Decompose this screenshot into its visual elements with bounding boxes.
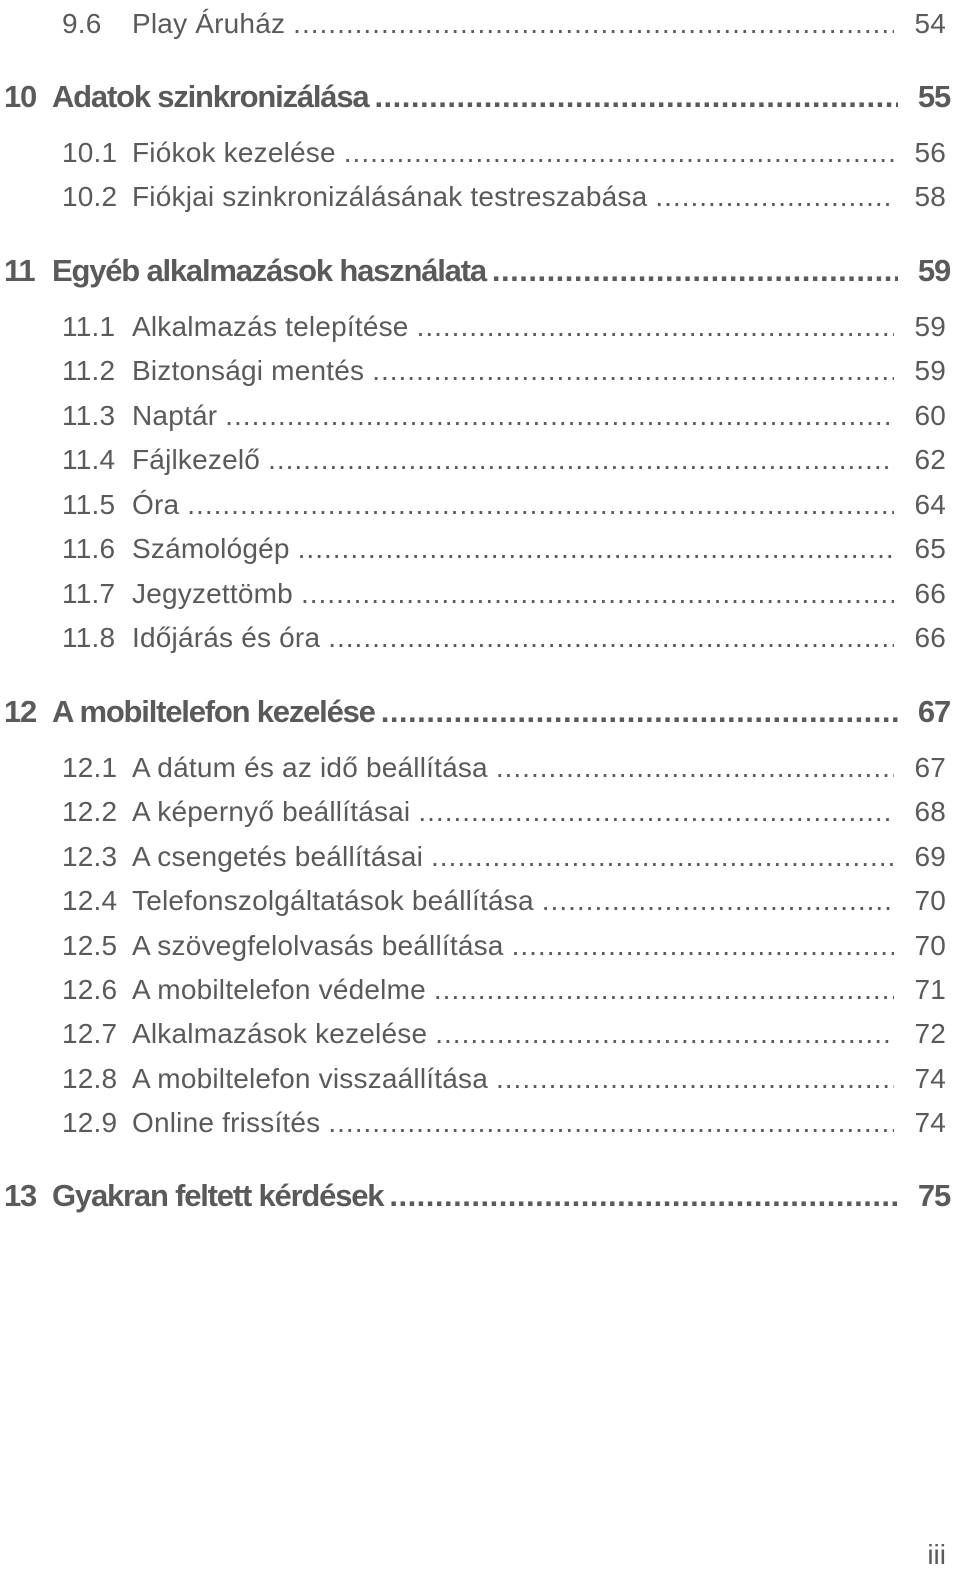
toc-entry-page: 74	[914, 1107, 946, 1138]
toc-entry-number: 12.1	[62, 752, 118, 783]
toc-entry-page: 62	[914, 444, 946, 475]
toc-chapter[interactable]	[0, 79, 960, 115]
toc-entry[interactable]	[0, 400, 960, 432]
toc-entry[interactable]	[0, 533, 960, 565]
dot-leader	[496, 1063, 894, 1095]
dot-leader	[417, 311, 894, 343]
toc-entry-title: A dátum és az idő beállítása	[132, 752, 488, 783]
toc-entry-page: 70	[914, 930, 946, 961]
toc-entry-page: 64	[914, 489, 946, 520]
toc-entry-number: 12.8	[62, 1063, 118, 1094]
dot-leader	[434, 974, 894, 1006]
toc-entry[interactable]	[0, 1018, 960, 1050]
toc-entry-page: 59	[914, 355, 946, 386]
toc-entry-page: 58	[914, 181, 946, 212]
toc-entry-page: 74	[914, 1063, 946, 1094]
toc-entry[interactable]	[0, 1063, 960, 1095]
toc-entry[interactable]	[0, 181, 960, 213]
dot-leader	[496, 752, 894, 784]
toc-entry[interactable]	[0, 311, 960, 343]
dot-leader	[298, 533, 894, 565]
toc-entry-number: 12.2	[62, 796, 118, 827]
toc-entry[interactable]	[0, 974, 960, 1006]
dot-leader	[374, 79, 898, 115]
toc-entry-title: Fiókjai szinkronizálásának testreszabása	[132, 181, 648, 212]
dot-leader	[435, 1018, 894, 1050]
dot-leader	[542, 885, 894, 917]
toc-entry-number: 12.7	[62, 1018, 118, 1049]
toc-entry-page: 56	[914, 137, 946, 168]
toc-chapter-title: Adatok szinkronizálása	[52, 79, 369, 114]
toc-chapter-number: 11	[4, 253, 35, 288]
toc-entry-number: 12.9	[62, 1107, 118, 1138]
dot-leader	[431, 841, 894, 873]
toc-chapter-title: Egyéb alkalmazások használata	[52, 253, 486, 288]
toc-entry-title: A csengetés beállításai	[132, 841, 424, 872]
toc-entry-page: 60	[914, 400, 946, 431]
toc-entry-number: 12.3	[62, 841, 118, 872]
toc-entry-title: Online frissítés	[132, 1107, 321, 1138]
toc-entry-page: 66	[914, 578, 946, 609]
toc-entry-title: Számológép	[132, 533, 290, 564]
toc-entry-title: Play Áruház	[132, 8, 286, 39]
toc-entry-number: 11.2	[62, 355, 116, 386]
toc-entry-number: 11.4	[62, 444, 116, 475]
toc-entry-title: Alkalmazások kezelése	[132, 1018, 428, 1049]
toc-chapter-number: 13	[4, 1178, 37, 1213]
dot-leader	[344, 137, 894, 169]
toc-chapter-title: A mobiltelefon kezelése	[52, 694, 375, 729]
toc-entry[interactable]	[0, 752, 960, 784]
toc-entry-number: 11.3	[62, 400, 116, 431]
toc-entry-title: Fiókok kezelése	[132, 137, 336, 168]
toc-chapter-page: 75	[917, 1178, 950, 1213]
toc-entry[interactable]	[0, 841, 960, 873]
dot-leader	[293, 8, 894, 40]
toc-entry-number: 12.4	[62, 885, 118, 916]
toc-entry-number: 11.5	[62, 489, 116, 520]
toc-entry-title: A képernyő beállításai	[132, 796, 411, 827]
toc-entry[interactable]	[0, 444, 960, 476]
toc-entry-title: Naptár	[132, 400, 218, 431]
toc-entry[interactable]	[0, 930, 960, 962]
toc-entry[interactable]	[0, 355, 960, 387]
dot-leader	[372, 355, 894, 387]
toc-entry-number: 10.1	[62, 137, 118, 168]
toc-entry[interactable]	[0, 796, 960, 828]
toc-chapter-page: 55	[917, 79, 950, 114]
toc-entry-number: 9.6	[62, 8, 102, 39]
toc-chapter-page: 59	[917, 253, 950, 288]
toc-entry[interactable]	[0, 489, 960, 521]
toc-entry-page: 67	[914, 752, 946, 783]
toc-chapter-number: 12	[4, 694, 37, 729]
toc-entry-title: Időjárás és óra	[132, 622, 321, 653]
toc-entry-page: 66	[914, 622, 946, 653]
toc-entry[interactable]	[0, 885, 960, 917]
dot-leader	[301, 578, 894, 610]
dot-leader	[389, 1178, 898, 1214]
toc-chapter-page: 67	[917, 694, 950, 729]
toc-entry-title: Jegyzettömb	[132, 578, 293, 609]
toc-entry-title: Biztonsági mentés	[132, 355, 365, 386]
toc-chapter-number: 10	[4, 79, 37, 114]
toc-entry-number: 11.1	[62, 311, 116, 342]
toc-entry-title: Telefonszolgáltatások beállítása	[132, 885, 534, 916]
toc-entry-page: 68	[914, 796, 946, 827]
dot-leader	[328, 1107, 894, 1139]
toc-entry-page: 71	[914, 974, 946, 1005]
dot-leader	[655, 181, 894, 213]
toc-entry-page: 72	[914, 1018, 946, 1049]
toc-chapter[interactable]	[0, 1178, 960, 1214]
toc-entry-title: A szövegfelolvasás beállítása	[132, 930, 504, 961]
toc-chapter[interactable]	[0, 253, 960, 289]
toc-entry[interactable]	[0, 8, 960, 40]
toc-chapter[interactable]	[0, 694, 960, 730]
toc-entry-title: A mobiltelefon visszaállítása	[132, 1063, 488, 1094]
toc-entry-page: 70	[914, 885, 946, 916]
toc-entry-title: A mobiltelefon védelme	[132, 974, 426, 1005]
toc-entry-number: 10.2	[62, 181, 118, 212]
toc-entry[interactable]	[0, 578, 960, 610]
dot-leader	[225, 400, 894, 432]
toc-entry[interactable]	[0, 1107, 960, 1139]
toc-entry-number: 12.5	[62, 930, 118, 961]
dot-leader	[492, 253, 898, 289]
dot-leader	[268, 444, 894, 476]
toc-entry-title: Fájlkezelő	[132, 444, 261, 475]
toc-entry-number: 12.6	[62, 974, 118, 1005]
toc-entry-page: 65	[914, 533, 946, 564]
dot-leader	[512, 930, 894, 962]
toc-entry-number: 11.6	[62, 533, 116, 564]
dot-leader	[381, 694, 898, 730]
toc-entry-page: 54	[914, 8, 946, 39]
dot-leader	[328, 622, 894, 654]
toc-entry-page: 59	[914, 311, 946, 342]
toc-entry-page: 69	[914, 841, 946, 872]
dot-leader	[187, 489, 894, 521]
toc-entry-number: 11.8	[62, 622, 116, 653]
dot-leader	[418, 796, 894, 828]
toc-chapter-title: Gyakran feltett kérdések	[52, 1178, 384, 1213]
toc-entry-title: Óra	[132, 489, 180, 520]
page-number: iii	[927, 1539, 946, 1570]
toc-entry-number: 11.7	[62, 578, 116, 609]
toc-entry[interactable]	[0, 622, 960, 654]
toc-entry-title: Alkalmazás telepítése	[132, 311, 409, 342]
toc-entry[interactable]	[0, 137, 960, 169]
